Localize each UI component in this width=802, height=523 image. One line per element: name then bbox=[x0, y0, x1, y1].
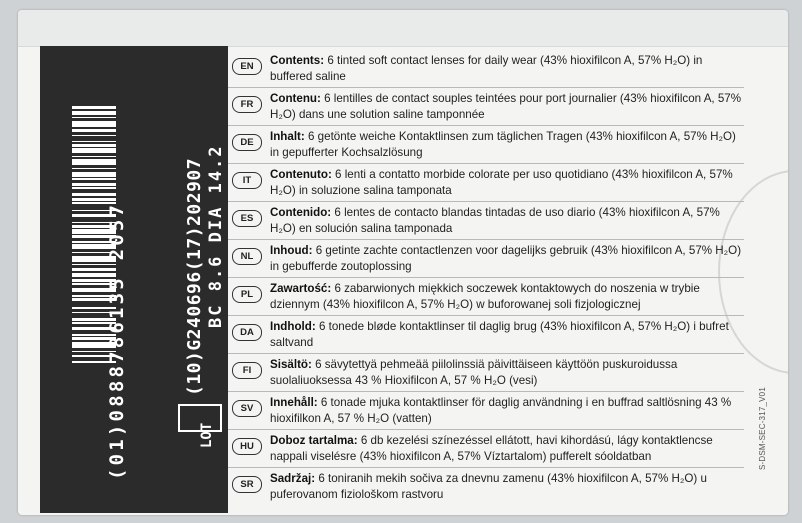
contents-text: 6 lentes de contacto blandas tintadas de uso diario (43% hioxifilcon A, 57% H₂O) en solución salina tamponada bbox=[270, 206, 720, 235]
contents-label: Contents: bbox=[270, 54, 325, 67]
barcode-number: (01)0888786135 2057 bbox=[106, 201, 128, 480]
language-code-badge: EN bbox=[232, 58, 262, 75]
contents-text: 6 lentilles de contact souples teintées pour port journalier (43% hioxifilcon A, 57% H₂O) dans une solution saline tamponnée bbox=[270, 92, 742, 121]
language-code-badge: NL bbox=[232, 248, 262, 265]
language-code-badge: FR bbox=[232, 96, 262, 113]
package-back-panel bbox=[18, 10, 788, 515]
contents-entry bbox=[228, 468, 744, 505]
contents-label: Inhoud: bbox=[270, 244, 313, 257]
contents-text: 6 zabarwionych miękkich soczewek kontaktowych do noszenia w trybie dziennym (43% hioxifilcon A, 57% H₂O) w buforowanej soli fizjologicznej bbox=[270, 282, 700, 311]
contents-text: 6 tonede bløde kontaktlinser til daglig brug (43% hioxifilcon A, 57% H₂O) i bufret saltvand bbox=[270, 320, 729, 349]
contents-text: 6 lenti a contatto morbide colorate per uso quotidiano (43% hioxifilcon A, 57% H₂O) in soluzione salina tamponata bbox=[270, 168, 733, 197]
contents-label: Contenu: bbox=[270, 92, 321, 105]
contents-text: 6 toniranih mekih sočiva za dnevnu zamenu (43% hioxifilcon A, 57% H₂O) u puferovanom fiziološkom rastvoru bbox=[270, 472, 707, 501]
contents-entry bbox=[228, 202, 744, 240]
contents-label: Contenido: bbox=[270, 206, 332, 219]
contents-label: Zawartość: bbox=[270, 282, 332, 295]
contents-label: Sisältö: bbox=[270, 358, 312, 371]
language-code-badge: SV bbox=[232, 400, 262, 417]
contents-entry bbox=[228, 126, 744, 164]
contents-entry bbox=[228, 164, 744, 202]
top-flap bbox=[18, 10, 788, 47]
contents-entry bbox=[228, 354, 744, 392]
language-code-badge: IT bbox=[232, 172, 262, 189]
base-curve-diameter: BC 8.6 DIA 14.2 bbox=[206, 144, 226, 328]
contents-label: Inhalt: bbox=[270, 130, 305, 143]
contents-label: Sadržaj: bbox=[270, 472, 316, 485]
contents-text: 6 sävytettyä pehmeää piilolinssiä päivittäiseen käyttöön puskuroidussa suolaliuoksessa 43 % Hioxifilcon A, 57 % H₂O (vesi) bbox=[270, 358, 678, 387]
contents-text: 6 tonade mjuka kontaktlinser för daglig användning i en buffrad saltlösning 43 % hioxifilkon A, 57 % H₂O (vatten) bbox=[270, 396, 732, 425]
contents-text: 6 getönte weiche Kontaktlinsen zum täglichen Tragen (43% hioxifilcon A, 57% H₂O) in gepufferter Kochsalzlösung bbox=[270, 130, 736, 159]
language-code-badge: PL bbox=[232, 286, 262, 303]
multilingual-contents bbox=[228, 50, 744, 505]
contents-text: 6 getinte zachte contactlenzen voor dagelijks gebruik (43% hioxifilcon A, 57% H₂O) in gebufferde zoutoplossing bbox=[270, 244, 742, 273]
language-code-badge: ES bbox=[232, 210, 262, 227]
contents-entry bbox=[228, 278, 744, 316]
language-code-badge: FI bbox=[232, 362, 262, 379]
contents-text: 6 db kezelési színezéssel ellátott, havi kihordású, lágy kontaktlencse nappali viselésre (43% hioxifilcon A, 57% Víztartalom) pufferelt sóoldatban bbox=[270, 434, 713, 463]
print-reference-code: S-DSM-SEC-317_V01 bbox=[758, 387, 767, 470]
contents-entry bbox=[228, 316, 744, 354]
lot-expiry-code: (10)G240696(17)202907 bbox=[184, 157, 205, 396]
contents-text: 6 tinted soft contact lenses for daily wear (43% hioxifilcon A, 57% H₂O) in buffered saline bbox=[270, 54, 703, 83]
language-code-badge: DA bbox=[232, 324, 262, 341]
contents-entry bbox=[228, 88, 744, 126]
contents-label: Indhold: bbox=[270, 320, 316, 333]
language-code-badge: SR bbox=[232, 476, 262, 493]
contents-label: Doboz tartalma: bbox=[270, 434, 358, 447]
language-code-badge: HU bbox=[232, 438, 262, 455]
language-code-badge: DE bbox=[232, 134, 262, 151]
contents-entry bbox=[228, 430, 744, 468]
contents-entry bbox=[228, 240, 744, 278]
contents-entry bbox=[228, 50, 744, 88]
contents-label: Innehåll: bbox=[270, 396, 318, 409]
contents-entry bbox=[228, 392, 744, 430]
lot-label: LOT bbox=[199, 422, 215, 448]
contents-label: Contenuto: bbox=[270, 168, 332, 181]
